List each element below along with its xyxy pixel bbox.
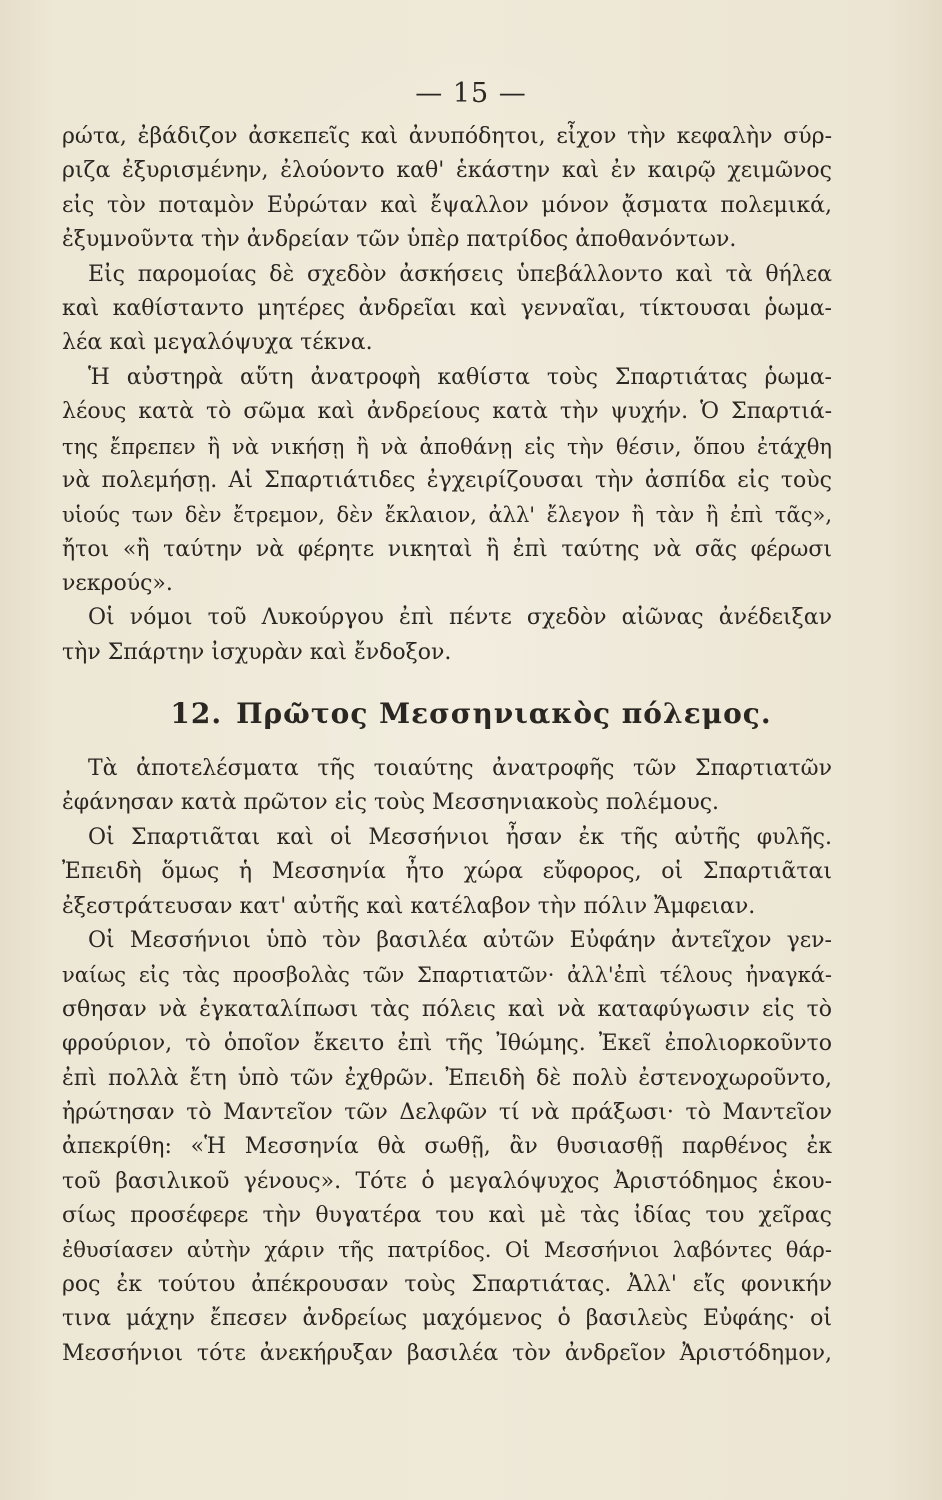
text-line: Μεσσήνιοι τότε ἀνεκήρυξαν βασιλέα τὸν ἀνδρεῖον Ἀριστόδημον,: [62, 1340, 832, 1366]
page-number: — 15 —: [415, 78, 527, 109]
text-line: ἤτοι «ἢ ταύτην νὰ φέρητε νικηταὶ ἢ ἐπὶ ταύτης νὰ σᾶς φέρωσι: [62, 536, 832, 562]
text-line: ἐπὶ πολλὰ ἔτη ὑπὸ τῶν ἐχθρῶν. Ἐπειδὴ δὲ πολὺ ἐστενοχωροῦντο,: [62, 1065, 832, 1091]
text-line: φρούριον, τὸ ὁποῖον ἔκειτο ἐπὶ τῆς Ἰθώμης. Ἐκεῖ ἐπολιορκοῦντο: [62, 1031, 832, 1057]
text-line: Εἰς παρομοίας δὲ σχεδὸν ἀσκήσεις ὑπεβάλλοντο καὶ τὰ θήλεα: [88, 261, 832, 287]
text-line: ναίως εἰς τὰς προσβολὰς τῶν Σπαρτιατῶν· ἀλλ'ἐπὶ τέλους ἠναγκά-: [62, 963, 832, 988]
text-line: ριζα ἐξυρισμένην, ἐλούοντο καθ' ἑκάστην καὶ ἐν καιρῷ χειμῶνος: [62, 158, 832, 184]
text-line: Τὰ ἀποτελέσματα τῆς τοιαύτης ἀνατροφῆς τῶν Σπαρτιατῶν: [88, 756, 832, 781]
text-line: λέα καὶ μεγαλόψυχα τέκνα.: [62, 330, 373, 356]
text-line: σθησαν νὰ ἐγκαταλίπωσι τὰς πόλεις καὶ νὰ καταφύγωσιν εἰς τὸ: [62, 996, 832, 1022]
text-line: της ἔπρεπεν ἢ νὰ νικήσῃ ἢ νὰ ἀποθάνῃ εἰς τὴν θέσιν, ὅπου ἐτάχθη: [62, 434, 832, 459]
text-line: ἐξεστράτευσαν κατ' αὐτῆς καὶ κατέλαβον τὴν πόλιν Ἄμφειαν.: [62, 893, 756, 919]
section-heading: [0, 697, 942, 730]
text-line: νεκρούς».: [62, 571, 173, 597]
text-line: τοῦ βασιλικοῦ γένους». Τότε ὁ μεγαλόψυχος Ἀριστόδημος ἑκου-: [62, 1168, 832, 1194]
text-line: τὴν Σπάρτην ἰσχυρὰν καὶ ἔνδοξον.: [62, 639, 452, 665]
text-line: λέους κατὰ τὸ σῶμα καὶ ἀνδρείους κατὰ τὴν ψυχήν. Ὁ Σπαρτιά-: [62, 399, 832, 425]
text-line: ἀπεκρίθη: «Ἡ Μεσσηνία θὰ σωθῇ, ἂν θυσιασθῇ παρθένος ἐκ: [62, 1134, 832, 1160]
text-line: Οἱ νόμοι τοῦ Λυκούργου ἐπὶ πέντε σχεδὸν αἰῶνας ἀνέδειξαν: [88, 605, 832, 631]
text-line: εἰς τὸν ποταμὸν Εὐρώταν καὶ ἔψαλλον μόνον ᾄσματα πολεμικά,: [62, 192, 832, 218]
text-line: ἠρώτησαν τὸ Μαντεῖον τῶν Δελφῶν τί νὰ πράξωσι· τὸ Μαντεῖον: [62, 1099, 832, 1125]
text-line: ἐθυσίασεν αὐτὴν χάριν τῆς πατρίδος. Οἱ Μεσσήνιοι λαβόντες θάρ-: [62, 1238, 832, 1263]
text-line: τινα μάχην ἔπεσεν ἀνδρείως μαχόμενος ὁ βασιλεὺς Εὐφάης· οἱ: [62, 1306, 832, 1332]
text-line: ἐφάνησαν κατὰ πρῶτον εἰς τοὺς Μεσσηνιακοὺς πολέμους.: [62, 790, 720, 816]
text-line: Οἱ Σπαρτιᾶται καὶ οἱ Μεσσήνιοι ἦσαν ἐκ τῆς αὐτῆς φυλῆς.: [88, 824, 832, 850]
text-line: σίως προσέφερε τὴν θυγατέρα του καὶ μὲ τὰς ἰδίας του χεῖρας: [62, 1203, 832, 1229]
section-first-messenian-war: [62, 752, 832, 1371]
text-line: ἐξυμνοῦντα τὴν ἀνδρείαν τῶν ὑπὲρ πατρίδος ἀποθανόντων.: [62, 227, 737, 253]
text-line: ρος ἐκ τούτου ἀπέκρουσαν τοὺς Σπαρτιάτας. Ἀλλ' εἴς φονικήν: [62, 1271, 832, 1297]
text-line: ρώτα, ἐβάδιζον ἀσκεπεῖς καὶ ἀνυπόδητοι, εἶχον τὴν κεφαλὴν σύρ-: [62, 124, 832, 149]
text-line: νὰ πολεμήσῃ. Αἱ Σπαρτιάτιδες ἐγχειρίζουσαι τὴν ἀσπίδα εἰς τοὺς: [62, 467, 832, 493]
text-line: Οἱ Μεσσήνιοι ὑπὸ τὸν βασιλέα αὐτῶν Εὐφάην ἀντεῖχον γεν-: [88, 927, 832, 953]
section-number: 12.: [170, 697, 223, 730]
text-line: υἱούς των δὲν ἔτρεμον, δὲν ἔκλαιον, ἀλλ' ἔλεγον ἢ τὰν ἢ ἐπὶ τᾶς»,: [62, 503, 832, 528]
text-line: Ἐπειδὴ ὅμως ἡ Μεσσηνία ἦτο χώρα εὔφορος, οἱ Σπαρτιᾶται: [62, 859, 832, 885]
section-lycurgus-laws: [62, 120, 832, 670]
text-line: Ἡ αὐστηρὰ αὕτη ἀνατροφὴ καθίστα τοὺς Σπαρτιάτας ῥωμα-: [88, 364, 832, 390]
text-line: καὶ καθίσταντο μητέρες ἀνδρεῖαι καὶ γενναῖαι, τίκτουσαι ῥωμα-: [62, 295, 832, 321]
section-title: Πρῶτος Μεσσηνιακὸς πόλεμος.: [236, 697, 772, 730]
